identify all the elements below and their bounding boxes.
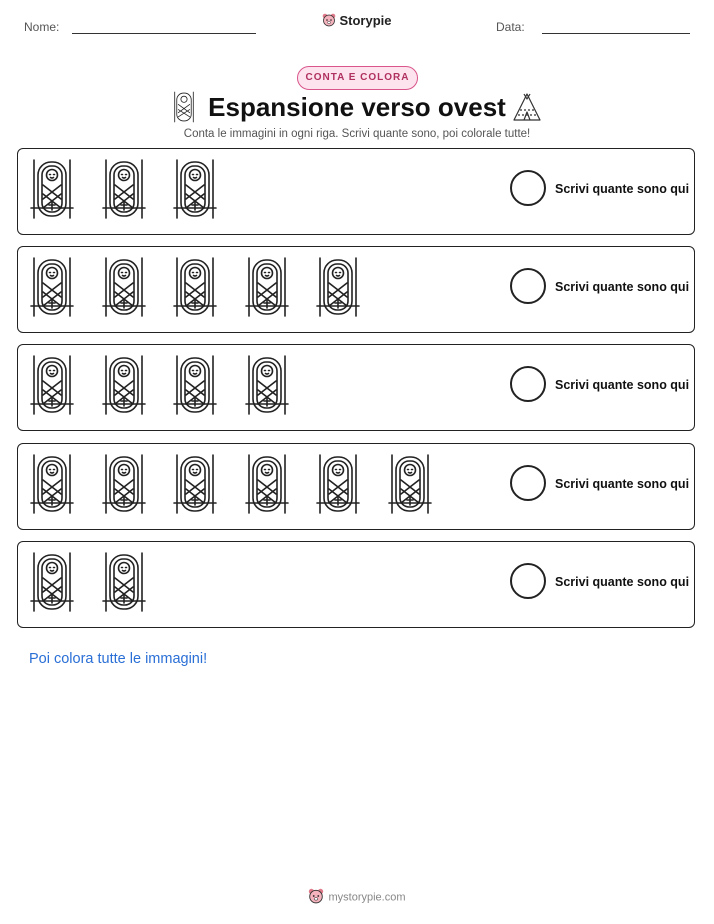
cradleboard-icon[interactable] [30, 256, 74, 323]
cradleboard-icon[interactable] [173, 354, 217, 421]
brand [0, 13, 714, 30]
counting-row [17, 344, 695, 431]
cradleboard-icon[interactable] [245, 256, 289, 323]
counting-row [17, 443, 695, 530]
brand-name: Storypie [339, 13, 392, 28]
cradleboard-icon[interactable] [30, 158, 74, 225]
instructions: Conta le immagini in ogni riga. Scrivi quante sono, poi colorale tutte! [183, 128, 531, 140]
answer-label: Scrivi quante sono qui [555, 280, 690, 294]
cradleboard-icon[interactable] [173, 453, 217, 520]
cradleboard-icon[interactable] [102, 551, 146, 618]
cradleboard-icon[interactable] [30, 453, 74, 520]
bear-logo-icon [308, 888, 324, 907]
cradleboard-icon[interactable] [102, 453, 146, 520]
tipi-icon [512, 92, 542, 127]
cradleboard-icon[interactable] [173, 256, 217, 323]
date-label: Data: [496, 20, 525, 34]
cradleboard-icon[interactable] [102, 158, 146, 225]
cradleboard-icon[interactable] [102, 354, 146, 421]
answer-label: Scrivi quante sono qui [555, 477, 690, 491]
answer-label: Scrivi quante sono qui [555, 575, 690, 589]
date-line[interactable] [542, 33, 690, 34]
cradleboard-icon[interactable] [30, 551, 74, 618]
cradleboard-icon[interactable] [245, 354, 289, 421]
footer-note: Poi colora tutte le immagini! [29, 651, 208, 667]
answer-circle[interactable] [510, 563, 546, 599]
answer-label: Scrivi quante sono qui [555, 378, 690, 392]
cradleboard-icon[interactable] [316, 256, 360, 323]
answer-circle[interactable] [510, 170, 546, 206]
site-footer [0, 888, 714, 907]
bear-logo-icon [322, 13, 336, 30]
name-line[interactable] [72, 33, 256, 34]
answer-circle[interactable] [510, 366, 546, 402]
answer-label: Scrivi quante sono qui [555, 182, 690, 196]
name-label: Nome: [24, 20, 60, 34]
counting-row [17, 541, 695, 628]
page-title: Espansione verso ovest [208, 92, 506, 122]
cradleboard-icon[interactable] [388, 453, 432, 520]
counting-row [17, 246, 695, 333]
answer-circle[interactable] [510, 465, 546, 501]
cradleboard-icon[interactable] [30, 354, 74, 421]
activity-badge: CONTA E COLORA [297, 66, 418, 90]
site-url: mystorypie.com [328, 891, 406, 904]
answer-circle[interactable] [510, 268, 546, 304]
cradleboard-icon[interactable] [102, 256, 146, 323]
cradleboard-icon[interactable] [245, 453, 289, 520]
cradleboard-icon[interactable] [173, 158, 217, 225]
counting-row [17, 148, 695, 235]
cradleboard-icon[interactable] [316, 453, 360, 520]
